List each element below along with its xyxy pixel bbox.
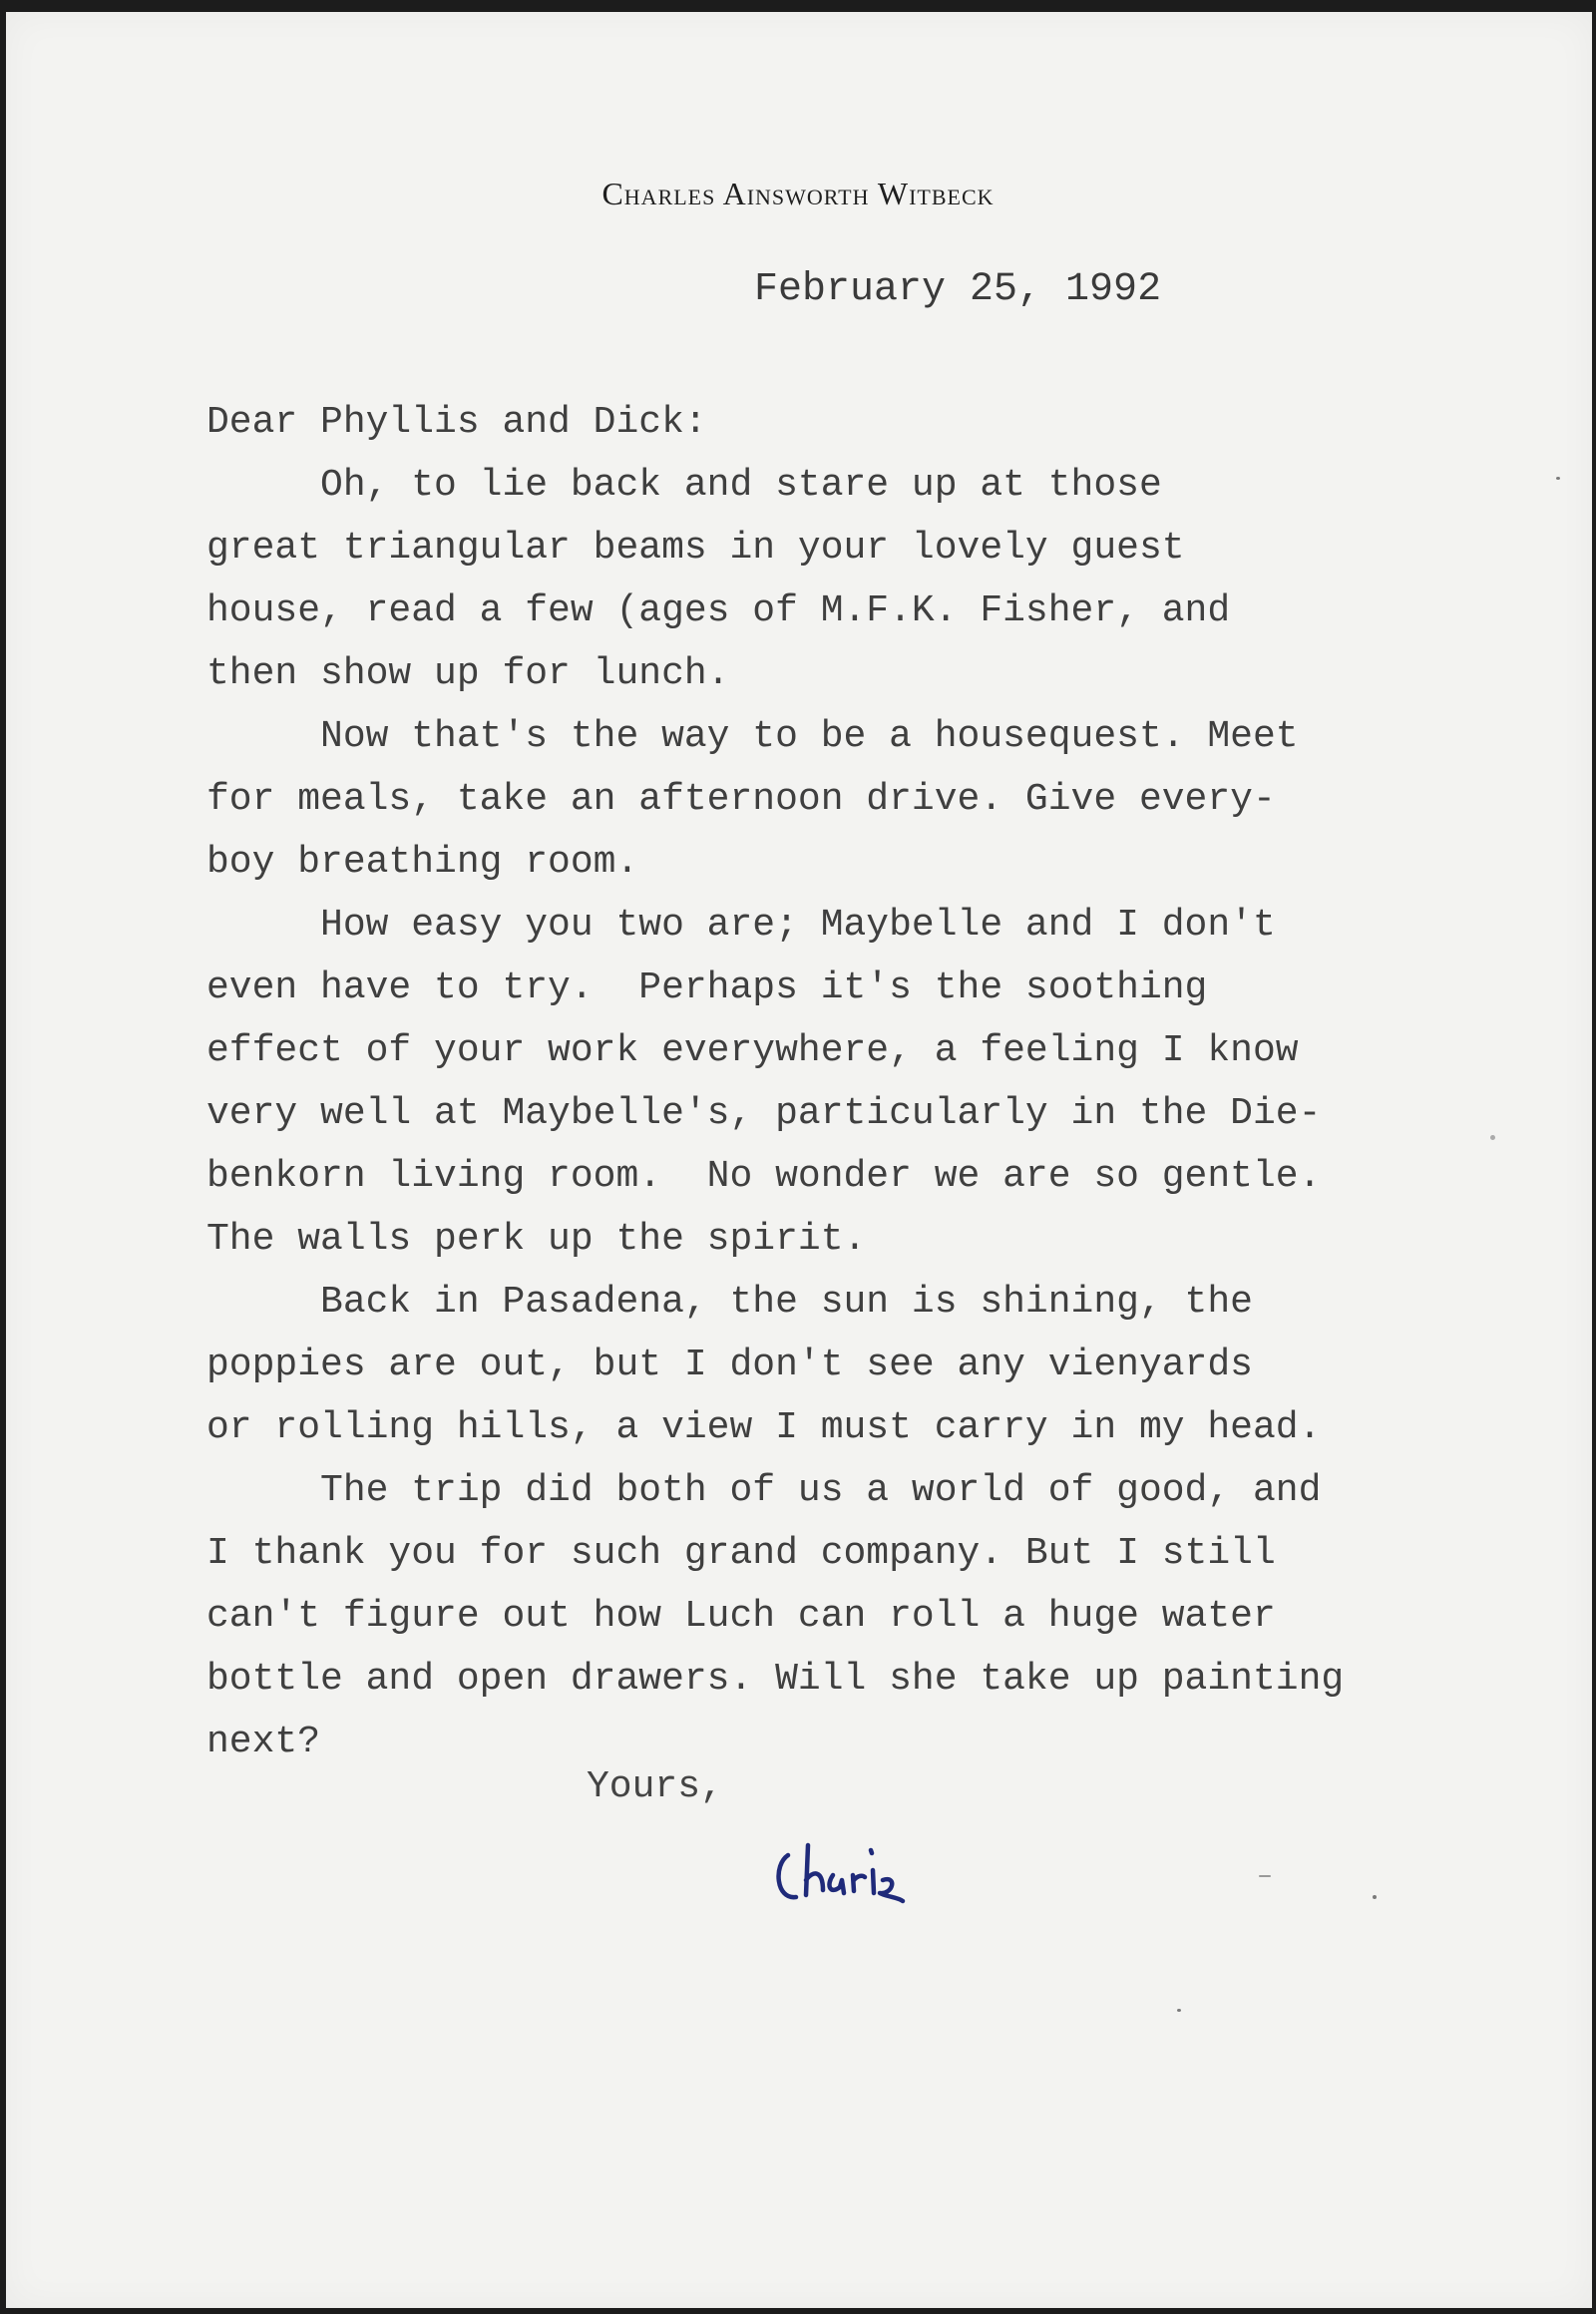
body-line: How easy you two are; Maybelle and I don't bbox=[206, 904, 1276, 947]
body-line: The trip did both of us a world of good, and bbox=[206, 1469, 1322, 1512]
body-line: can't figure out how Luch can roll a huge water bbox=[206, 1595, 1276, 1638]
body-line: Now that's the way to be a housequest. Meet bbox=[206, 715, 1299, 758]
body-line: even have to try. Perhaps it's the soothing bbox=[206, 966, 1208, 1009]
paper-speck bbox=[1373, 1895, 1377, 1899]
body-line: Oh, to lie back and stare up at those bbox=[206, 464, 1162, 507]
paper-speck bbox=[1556, 477, 1560, 480]
signature-image bbox=[768, 1825, 968, 1925]
letterhead: Charles Ainsworth Witbeck bbox=[601, 176, 995, 211]
body-line: for meals, take an afternoon drive. Give every- bbox=[206, 778, 1276, 821]
body-line: poppies are out, but I don't see any vienyards bbox=[206, 1344, 1253, 1386]
body-line: Back in Pasadena, the sun is shining, the bbox=[206, 1281, 1253, 1324]
body-line: very well at Maybelle's, particularly in the Die- bbox=[206, 1092, 1322, 1135]
body-line: house, read a few (ages of M.F.K. Fisher, and bbox=[206, 589, 1231, 632]
body-line: The walls perk up the spirit. bbox=[206, 1218, 867, 1261]
body-line: bottle and open drawers. Will she take up painting bbox=[206, 1658, 1345, 1701]
body-line: effect of your work everywhere, a feeling I know bbox=[206, 1029, 1299, 1072]
body-line: great triangular beams in your lovely guest bbox=[206, 527, 1185, 570]
closing: Yours, bbox=[587, 1765, 723, 1808]
salutation: Dear Phyllis and Dick: bbox=[206, 401, 707, 444]
body-line: I thank you for such grand company. But I still bbox=[206, 1532, 1276, 1575]
paper-speck bbox=[1259, 1875, 1271, 1877]
body-line: boy breathing room. bbox=[206, 841, 639, 884]
body-line: next? bbox=[206, 1721, 321, 1763]
body-line: then show up for lunch. bbox=[206, 652, 730, 695]
body-line: or rolling hills, a view I must carry in my head. bbox=[206, 1406, 1322, 1449]
paper-speck bbox=[1177, 2009, 1181, 2012]
body-line: benkorn living room. No wonder we are so gentle. bbox=[206, 1155, 1322, 1198]
paper-speck bbox=[1490, 1135, 1495, 1140]
letter-body bbox=[206, 391, 1593, 1773]
letter-date: February 25, 1992 bbox=[754, 267, 1162, 312]
